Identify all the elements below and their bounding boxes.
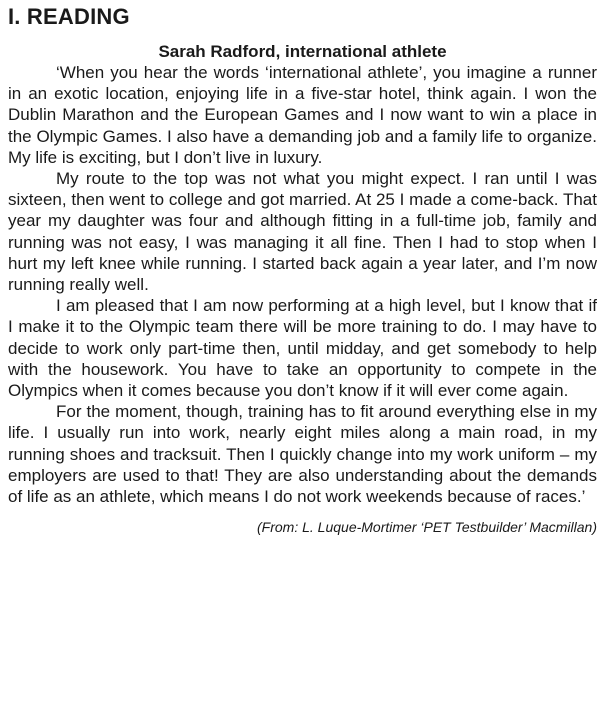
paragraph-1: ‘When you hear the words ‘international athlete’, you imagine a runner in an exotic location, enjoying life in a five-star hotel, think again. I won the Dublin Marathon and the European Games and I now want to win a place in the Olympic Games. I also have a demanding job and a family life to organize. My life is exciting, but I don’t live in luxury. xyxy=(8,63,597,167)
paragraph-3: I am pleased that I am now performing at a high level, but I know that if I make it to the Olympic team there will be more training to do. I may have to decide to work only part-time then, until midday, and get somebody to help with the housework. You have to take an opportunity to compete in the Olympics when it comes because you don’t know if it will ever come again. xyxy=(8,296,597,401)
source-citation: (From: L. Luque-Mortimer ‘PET Testbuilder’ Macmillan) xyxy=(257,519,597,536)
article-title: Sarah Radford, international athlete xyxy=(158,42,447,61)
paragraph-4: For the moment, though, training has to fit around everything else in my life. I usually run into work, nearly eight miles along a main road, in my running shoes and tracksuit. Then I quickly change into my work uniform – my employers are used to that! They are also understanding about the demands of life as an athlete, which means I do not work weekends because of races.’ xyxy=(8,402,597,507)
paragraph-2: My route to the top was not what you might expect. I ran until I was sixteen, then went to college and got married. At 25 I made a come-back. That year my daughter was four and although fitting in a full-time job, family and running was not easy, I was managing it all fine. Then I had to stop when I hurt my left knee while running. I started back again a year later, and I’m now running really well. xyxy=(8,169,597,295)
section-title: I. READING xyxy=(8,4,130,29)
